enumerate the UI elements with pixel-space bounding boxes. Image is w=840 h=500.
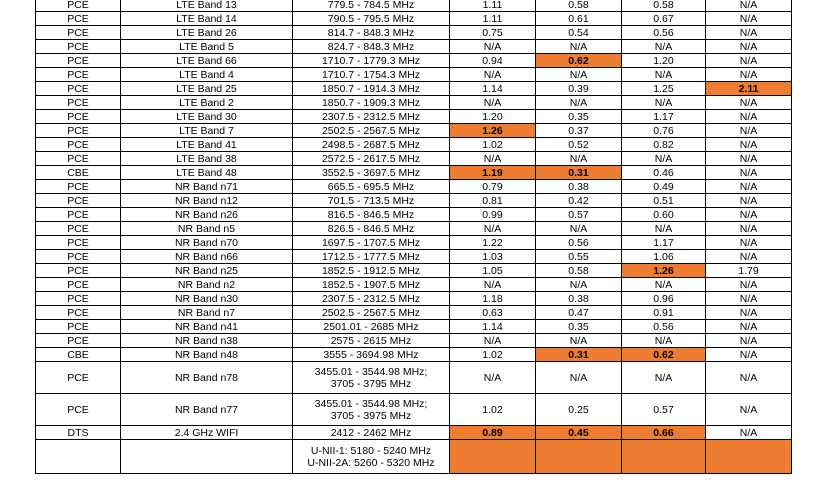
value-cell-4: N/A — [706, 222, 792, 236]
value-cell-1: 1.02 — [450, 348, 536, 362]
value-cell-2: 0.38 — [536, 292, 622, 306]
value-cell-3: 0.91 — [622, 306, 706, 320]
band-cell: LTE Band 26 — [121, 26, 293, 40]
value-cell-1: 1.14 — [450, 320, 536, 334]
value-cell-4 — [706, 440, 792, 474]
value-cell-2: 0.62 — [536, 54, 622, 68]
value-cell-4: N/A — [706, 334, 792, 348]
value-cell-3: 0.66 — [622, 426, 706, 440]
value-cell-1: N/A — [450, 152, 536, 166]
value-cell-4: N/A — [706, 68, 792, 82]
value-cell-4: N/A — [706, 348, 792, 362]
value-cell-1: 1.03 — [450, 250, 536, 264]
value-cell-3: 0.96 — [622, 292, 706, 306]
equipment-class-cell: PCE — [36, 306, 121, 320]
table-row — [36, 40, 792, 54]
band-cell: NR Band n48 — [121, 348, 293, 362]
equipment-class-cell: PCE — [36, 54, 121, 68]
value-cell-3: 0.56 — [622, 320, 706, 334]
frequency-cell: 1850.7 - 1914.3 MHz — [293, 82, 450, 96]
value-cell-1: N/A — [450, 222, 536, 236]
value-cell-3: 0.67 — [622, 12, 706, 26]
value-cell-3: 0.51 — [622, 194, 706, 208]
value-cell-2 — [536, 440, 622, 474]
equipment-class-cell: PCE — [36, 362, 121, 394]
value-cell-4: 2.11 — [706, 82, 792, 96]
value-cell-2: 0.31 — [536, 166, 622, 180]
equipment-class-cell: PCE — [36, 278, 121, 292]
frequency-cell: 2502.5 - 2567.5 MHz — [293, 306, 450, 320]
equipment-class-cell: PCE — [36, 292, 121, 306]
value-cell-1: 1.11 — [450, 0, 536, 12]
value-cell-4: N/A — [706, 124, 792, 138]
band-cell: LTE Band 41 — [121, 138, 293, 152]
value-cell-4: N/A — [706, 394, 792, 426]
table-row — [36, 124, 792, 138]
equipment-class-cell: PCE — [36, 194, 121, 208]
value-cell-1: 1.22 — [450, 236, 536, 250]
frequency-cell: 816.5 - 846.5 MHz — [293, 208, 450, 222]
frequency-cell: 826.5 - 846.5 MHz — [293, 222, 450, 236]
table-row — [36, 320, 792, 334]
value-cell-2: N/A — [536, 68, 622, 82]
frequency-cell: 790.5 - 795.5 MHz — [293, 12, 450, 26]
value-cell-2: 0.38 — [536, 180, 622, 194]
equipment-class-cell — [36, 440, 121, 474]
value-cell-2: 0.37 — [536, 124, 622, 138]
value-cell-2: 0.35 — [536, 110, 622, 124]
value-cell-4: N/A — [706, 152, 792, 166]
equipment-class-cell: PCE — [36, 138, 121, 152]
equipment-class-cell: PCE — [36, 68, 121, 82]
value-cell-3: 1.06 — [622, 250, 706, 264]
equipment-class-cell: CBE — [36, 348, 121, 362]
value-cell-1: 0.99 — [450, 208, 536, 222]
table-row — [36, 12, 792, 26]
value-cell-3: 0.82 — [622, 138, 706, 152]
value-cell-4: N/A — [706, 110, 792, 124]
value-cell-1: 0.75 — [450, 26, 536, 40]
table-row — [36, 426, 792, 440]
equipment-class-cell: PCE — [36, 222, 121, 236]
value-cell-1: 1.20 — [450, 110, 536, 124]
value-cell-1: N/A — [450, 68, 536, 82]
value-cell-1: 1.02 — [450, 138, 536, 152]
table-row — [36, 362, 792, 394]
band-cell: NR Band n25 — [121, 264, 293, 278]
value-cell-1: 0.79 — [450, 180, 536, 194]
band-cell: NR Band n41 — [121, 320, 293, 334]
table-row — [36, 394, 792, 426]
table-row — [36, 250, 792, 264]
table-row — [36, 306, 792, 320]
equipment-class-cell: PCE — [36, 250, 121, 264]
value-cell-4: N/A — [706, 306, 792, 320]
frequency-cell — [293, 440, 450, 474]
value-cell-3: 0.62 — [622, 348, 706, 362]
band-cell: NR Band n70 — [121, 236, 293, 250]
table-row — [36, 194, 792, 208]
value-cell-2: 0.54 — [536, 26, 622, 40]
table-row — [36, 440, 792, 474]
value-cell-1: 0.89 — [450, 426, 536, 440]
frequency-cell: 1697.5 - 1707.5 MHz — [293, 236, 450, 250]
frequency-cell: 1710.7 - 1754.3 MHz — [293, 68, 450, 82]
value-cell-3: 0.56 — [622, 26, 706, 40]
frequency-cell: 2307.5 - 2312.5 MHz — [293, 292, 450, 306]
value-cell-2: 0.42 — [536, 194, 622, 208]
band-cell: NR Band n7 — [121, 306, 293, 320]
value-cell-1: N/A — [450, 278, 536, 292]
frequency-line-1: 3455.01 - 3544.98 MHz; — [314, 397, 428, 410]
table-row — [36, 180, 792, 194]
value-cell-4: N/A — [706, 426, 792, 440]
band-cell: 2.4 GHz WIFI — [121, 426, 293, 440]
value-cell-3: N/A — [622, 278, 706, 292]
value-cell-3: 1.25 — [622, 82, 706, 96]
band-cell: LTE Band 5 — [121, 40, 293, 54]
equipment-class-cell: DTS — [36, 426, 121, 440]
band-cell: NR Band n78 — [121, 362, 293, 394]
frequency-cell: 2572.5 - 2617.5 MHz — [293, 152, 450, 166]
table-row — [36, 68, 792, 82]
frequency-cell: 2307.5 - 2312.5 MHz — [293, 110, 450, 124]
value-cell-1: 1.26 — [450, 124, 536, 138]
value-cell-1 — [450, 440, 536, 474]
value-cell-1: 1.14 — [450, 82, 536, 96]
value-cell-1: 1.02 — [450, 394, 536, 426]
value-cell-2: N/A — [536, 334, 622, 348]
equipment-class-cell: PCE — [36, 334, 121, 348]
value-cell-3: 1.17 — [622, 236, 706, 250]
value-cell-4: N/A — [706, 54, 792, 68]
band-cell: NR Band n2 — [121, 278, 293, 292]
band-cell: NR Band n5 — [121, 222, 293, 236]
value-cell-1: N/A — [450, 96, 536, 110]
value-cell-2: 0.25 — [536, 394, 622, 426]
band-cell: LTE Band 14 — [121, 12, 293, 26]
value-cell-4: N/A — [706, 320, 792, 334]
band-cell: LTE Band 38 — [121, 152, 293, 166]
value-cell-2: N/A — [536, 362, 622, 394]
frequency-line-1: U-NII-1: 5180 - 5240 MHz — [310, 444, 432, 457]
frequency-cell: 1852.5 - 1912.5 MHz — [293, 264, 450, 278]
band-cell: LTE Band 7 — [121, 124, 293, 138]
value-cell-3: 0.60 — [622, 208, 706, 222]
band-cell: NR Band n26 — [121, 208, 293, 222]
table-row — [36, 264, 792, 278]
value-cell-4: N/A — [706, 40, 792, 54]
value-cell-1: 1.05 — [450, 264, 536, 278]
band-cell: NR Band n30 — [121, 292, 293, 306]
value-cell-3: N/A — [622, 68, 706, 82]
value-cell-4: N/A — [706, 236, 792, 250]
equipment-class-cell: PCE — [36, 0, 121, 12]
frequency-line-2: 3705 - 3975 MHz — [330, 409, 412, 422]
equipment-class-cell: PCE — [36, 40, 121, 54]
value-cell-3: 0.49 — [622, 180, 706, 194]
value-cell-2: 0.56 — [536, 236, 622, 250]
frequency-cell: 814.7 - 848.3 MHz — [293, 26, 450, 40]
value-cell-1: 0.81 — [450, 194, 536, 208]
frequency-cell: 665.5 - 695.5 MHz — [293, 180, 450, 194]
value-cell-4: N/A — [706, 0, 792, 12]
value-cell-1: 0.94 — [450, 54, 536, 68]
frequency-cell: 2498.5 - 2687.5 MHz — [293, 138, 450, 152]
value-cell-3: N/A — [622, 334, 706, 348]
sar-results-table — [35, 0, 792, 474]
value-cell-3: 0.76 — [622, 124, 706, 138]
frequency-cell: 1712.5 - 1777.5 MHz — [293, 250, 450, 264]
band-cell: LTE Band 48 — [121, 166, 293, 180]
frequency-cell: 2575 - 2615 MHz — [293, 334, 450, 348]
band-cell: LTE Band 13 — [121, 0, 293, 12]
value-cell-3: 0.46 — [622, 166, 706, 180]
value-cell-2: 0.47 — [536, 306, 622, 320]
value-cell-1: 1.18 — [450, 292, 536, 306]
value-cell-2: 0.35 — [536, 320, 622, 334]
table-row — [36, 138, 792, 152]
value-cell-3: 0.58 — [622, 0, 706, 12]
equipment-class-cell: PCE — [36, 110, 121, 124]
value-cell-3: 0.57 — [622, 394, 706, 426]
equipment-class-cell: PCE — [36, 180, 121, 194]
band-cell: LTE Band 66 — [121, 54, 293, 68]
value-cell-3: N/A — [622, 362, 706, 394]
table-row — [36, 54, 792, 68]
frequency-cell: 2502.5 - 2567.5 MHz — [293, 124, 450, 138]
table-row — [36, 292, 792, 306]
frequency-cell: 1710.7 - 1779.3 MHz — [293, 54, 450, 68]
band-cell: NR Band n12 — [121, 194, 293, 208]
band-cell: NR Band n71 — [121, 180, 293, 194]
band-cell: NR Band n77 — [121, 394, 293, 426]
equipment-class-cell: PCE — [36, 208, 121, 222]
equipment-class-cell: PCE — [36, 124, 121, 138]
value-cell-2: 0.57 — [536, 208, 622, 222]
table-row — [36, 82, 792, 96]
table-row — [36, 26, 792, 40]
value-cell-2: N/A — [536, 152, 622, 166]
table-row — [36, 236, 792, 250]
value-cell-1: 1.11 — [450, 12, 536, 26]
value-cell-4: N/A — [706, 292, 792, 306]
table-row — [36, 348, 792, 362]
table-row — [36, 278, 792, 292]
table-row — [36, 166, 792, 180]
equipment-class-cell: PCE — [36, 96, 121, 110]
value-cell-3: 1.20 — [622, 54, 706, 68]
value-cell-1: 0.63 — [450, 306, 536, 320]
table-row — [36, 222, 792, 236]
value-cell-4: N/A — [706, 208, 792, 222]
table-row — [36, 0, 792, 12]
table-row — [36, 96, 792, 110]
frequency-cell: 2412 - 2462 MHz — [293, 426, 450, 440]
frequency-line-2: U-NII-2A: 5260 - 5320 MHz — [307, 456, 435, 469]
table-row — [36, 208, 792, 222]
band-cell: LTE Band 4 — [121, 68, 293, 82]
value-cell-4: N/A — [706, 96, 792, 110]
value-cell-4: N/A — [706, 26, 792, 40]
value-cell-3: 1.17 — [622, 110, 706, 124]
value-cell-1: N/A — [450, 40, 536, 54]
equipment-class-cell: PCE — [36, 12, 121, 26]
value-cell-4: N/A — [706, 180, 792, 194]
table-row — [36, 110, 792, 124]
value-cell-4: N/A — [706, 166, 792, 180]
value-cell-2: 0.61 — [536, 12, 622, 26]
frequency-cell: 1852.5 - 1907.5 MHz — [293, 278, 450, 292]
value-cell-2: N/A — [536, 278, 622, 292]
value-cell-2: N/A — [536, 40, 622, 54]
table-row — [36, 152, 792, 166]
value-cell-2: 0.55 — [536, 250, 622, 264]
frequency-cell: 3555 - 3694.98 MHz — [293, 348, 450, 362]
value-cell-2: 0.58 — [536, 0, 622, 12]
value-cell-3: N/A — [622, 40, 706, 54]
value-cell-1: N/A — [450, 334, 536, 348]
equipment-class-cell: PCE — [36, 394, 121, 426]
equipment-class-cell: PCE — [36, 152, 121, 166]
value-cell-3 — [622, 440, 706, 474]
value-cell-3: N/A — [622, 96, 706, 110]
frequency-cell — [293, 394, 450, 426]
equipment-class-cell: PCE — [36, 264, 121, 278]
value-cell-3: N/A — [622, 152, 706, 166]
value-cell-2: N/A — [536, 222, 622, 236]
frequency-cell — [293, 362, 450, 394]
equipment-class-cell: CBE — [36, 166, 121, 180]
equipment-class-cell: PCE — [36, 236, 121, 250]
band-cell: NR Band n38 — [121, 334, 293, 348]
value-cell-2: 0.45 — [536, 426, 622, 440]
frequency-cell: 701.5 - 713.5 MHz — [293, 194, 450, 208]
frequency-cell: 1850.7 - 1909.3 MHz — [293, 96, 450, 110]
equipment-class-cell: PCE — [36, 26, 121, 40]
value-cell-4: N/A — [706, 12, 792, 26]
value-cell-2: 0.39 — [536, 82, 622, 96]
frequency-cell: 824.7 - 848.3 MHz — [293, 40, 450, 54]
frequency-line-2: 3705 - 3795 MHz — [330, 377, 412, 390]
value-cell-2: N/A — [536, 96, 622, 110]
band-cell: NR Band n66 — [121, 250, 293, 264]
value-cell-4: 1.79 — [706, 264, 792, 278]
band-cell: LTE Band 25 — [121, 82, 293, 96]
frequency-cell: 3552.5 - 3697.5 MHz — [293, 166, 450, 180]
value-cell-4: N/A — [706, 138, 792, 152]
value-cell-1: N/A — [450, 362, 536, 394]
value-cell-4: N/A — [706, 278, 792, 292]
band-cell — [121, 440, 293, 474]
frequency-cell: 779.5 - 784.5 MHz — [293, 0, 450, 12]
table-row — [36, 334, 792, 348]
value-cell-4: N/A — [706, 250, 792, 264]
value-cell-4: N/A — [706, 194, 792, 208]
value-cell-3: 1.26 — [622, 264, 706, 278]
band-cell: LTE Band 2 — [121, 96, 293, 110]
equipment-class-cell: PCE — [36, 82, 121, 96]
value-cell-2: 0.58 — [536, 264, 622, 278]
band-cell: LTE Band 30 — [121, 110, 293, 124]
value-cell-2: 0.31 — [536, 348, 622, 362]
table-body — [36, 0, 792, 474]
value-cell-1: 1.19 — [450, 166, 536, 180]
frequency-line-1: 3455.01 - 3544.98 MHz; — [314, 365, 428, 378]
value-cell-2: 0.52 — [536, 138, 622, 152]
value-cell-3: N/A — [622, 222, 706, 236]
value-cell-4: N/A — [706, 362, 792, 394]
frequency-cell: 2501.01 - 2685 MHz — [293, 320, 450, 334]
equipment-class-cell: PCE — [36, 320, 121, 334]
